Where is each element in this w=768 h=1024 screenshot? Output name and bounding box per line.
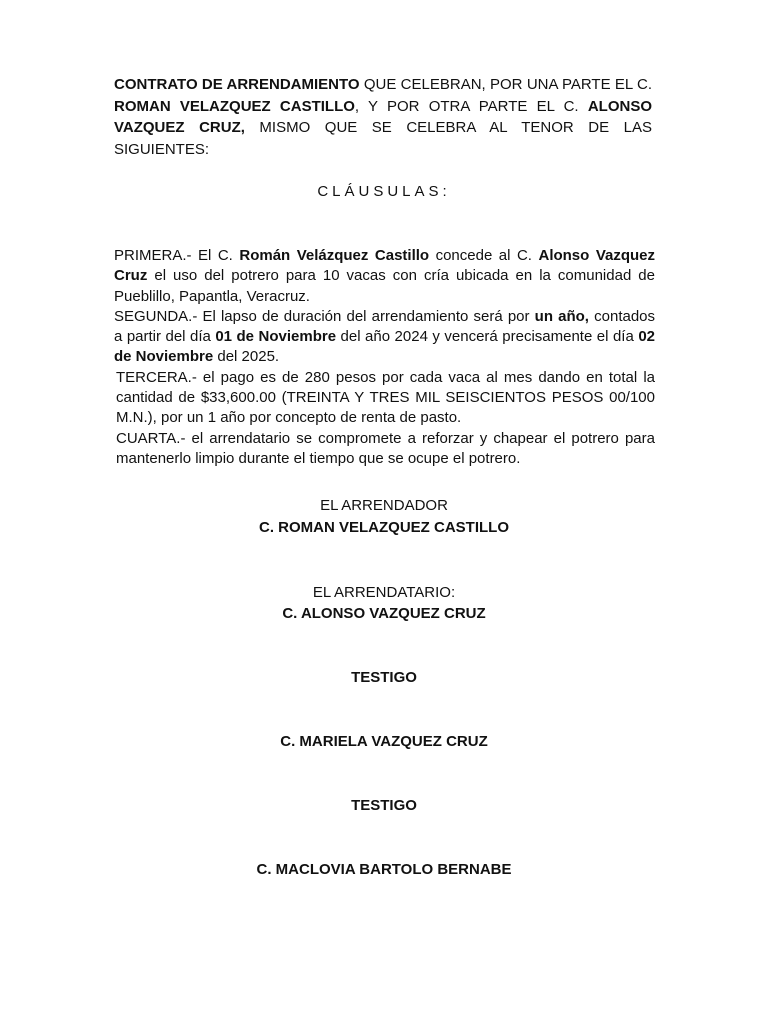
segunda-bold-2: 01 de Noviembre <box>215 328 337 346</box>
intro-text-1: QUE CELEBRAN, POR UNA PARTE EL C. <box>359 76 653 93</box>
segunda-text-2: contados a partir del día <box>114 307 656 346</box>
primera-name-2: Alonso Vazquez Cruz <box>114 247 656 285</box>
segunda-bold-1: un año, <box>534 307 589 325</box>
arrendador-label: EL ARRENDADOR <box>320 497 448 514</box>
primera-name-1: Román Velázquez Castillo <box>239 247 430 264</box>
segunda-text-1: SEGUNDA.- El lapso de duración del arrendamiento será por <box>114 307 535 325</box>
testigo-1-name: C. MARIELA VAZQUEZ CRUZ <box>280 733 488 750</box>
primera-text-3: el uso del potrero para 10 vacas con cría ubicada en la comunidad de Pueblillo, Papantla, Veracruz. <box>114 267 655 305</box>
clauses-block <box>114 246 655 469</box>
clause-primera <box>114 246 655 307</box>
contract-intro <box>114 74 652 160</box>
intro-text-3: MISMO QUE SE CELEBRA AL TENOR DE LAS SIGUIENTES: <box>114 119 652 158</box>
segunda-text-3: del año 2024 y vencerá precisamente el día <box>336 328 639 346</box>
arrendatario-label: EL ARRENDATARIO: <box>312 584 456 601</box>
intro-party-1: ROMAN VELAZQUEZ CASTILLO <box>114 97 355 115</box>
segunda-bold-3: 02 de Noviembre <box>114 328 655 366</box>
testigo-2-label: TESTIGO <box>351 797 417 814</box>
clause-cuarta: CUARTA.- el arrendatario se compromete a reforzar y chapear el potrero para mantenerlo limpio durante el tiempo que se ocupe el potrero. <box>116 429 655 467</box>
contract-title: CONTRATO DE ARRENDAMIENTO <box>114 76 360 93</box>
arrendatario-name: C. ALONSO VAZQUEZ CRUZ <box>282 605 486 622</box>
intro-text-2: , Y POR OTRA PARTE EL C. <box>354 97 588 115</box>
intro-party-2: ALONSO VAZQUEZ CRUZ, <box>114 97 652 136</box>
clause-tercera: TERCERA.- el pago es de 280 pesos por cada vaca al mes dando en total la cantidad de $33,600.00 (TREINTA Y TRES MIL SEISCIENTOS PESOS 00/100 M.N.), por un 1 año por concepto de renta de pasto. <box>116 368 655 427</box>
primera-text-2: concede al C. <box>429 247 539 264</box>
segunda-text-4: del 2025. <box>213 348 280 366</box>
clausulas-heading: CLÁUSULAS: <box>317 183 451 200</box>
testigo-1-label: TESTIGO <box>351 669 417 686</box>
arrendador-name: C. ROMAN VELAZQUEZ CASTILLO <box>259 519 509 536</box>
primera-text-1: PRIMERA.- El C. <box>114 247 240 264</box>
clause-segunda <box>114 307 655 368</box>
testigo-2-name: C. MACLOVIA BARTOLO BERNABE <box>256 861 512 878</box>
